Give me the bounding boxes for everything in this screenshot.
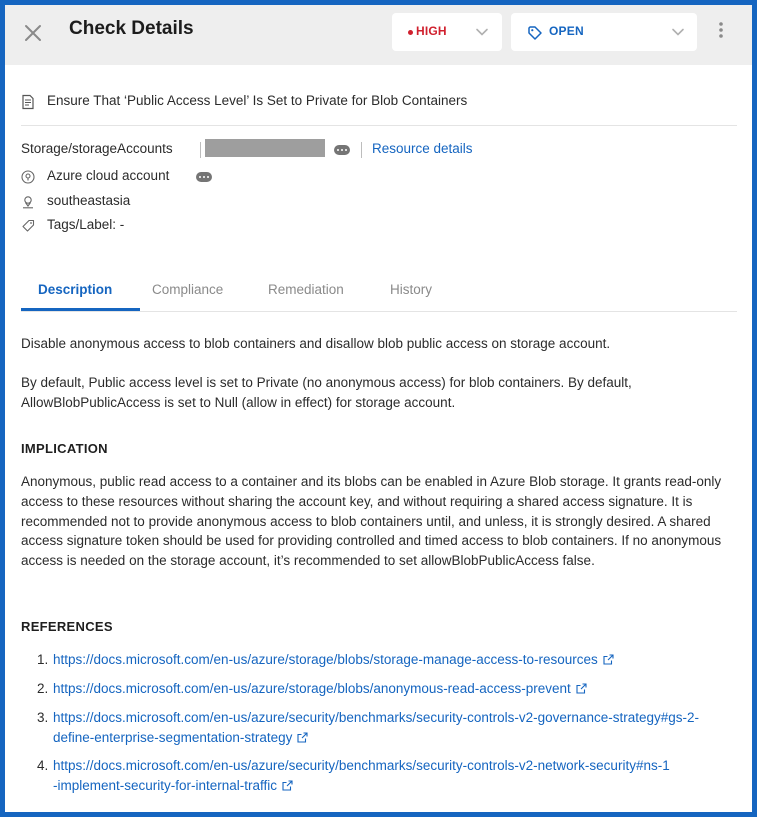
reference-link[interactable]: https://docs.microsoft.com/en-us/azure/storage/blobs/storage-manage-access-to-resources bbox=[53, 650, 737, 670]
external-link-icon bbox=[297, 732, 308, 743]
tab-description[interactable]: Description bbox=[38, 282, 113, 297]
severity-value: HIGH bbox=[416, 24, 447, 38]
reference-item bbox=[21, 679, 737, 699]
reference-number: 2. bbox=[37, 681, 49, 696]
external-link-icon bbox=[576, 683, 587, 694]
check-title: Ensure That ‘Public Access Level’ Is Set to Private for Blob Containers bbox=[47, 93, 468, 108]
tags-label: Tags/Label: - bbox=[47, 217, 125, 232]
status-select[interactable] bbox=[511, 13, 697, 51]
page-title: Check Details bbox=[69, 18, 194, 39]
region-icon bbox=[21, 195, 35, 209]
document-icon bbox=[21, 94, 35, 110]
implication-paragraph: Anonymous, public read access to a container and its blobs can be enabled in Azure Blob storage. It grants read-only access to these resources without sharing the account key, and without requiring a shared access signature. It is recommended not to provide anonymous access to blob containers until, and unless, it is strongly desired. A shared access signature token should be used for providing controlled and timed access to blob containers. If no anonymous access is needed on the storage account, it’s recommended to set allowBlobPublicAccess false. bbox=[21, 474, 722, 569]
references-heading: REFERENCES bbox=[21, 619, 113, 634]
chevron-down-icon bbox=[671, 25, 685, 39]
separator bbox=[361, 142, 362, 158]
location-pin-icon bbox=[21, 170, 35, 184]
severity-dot-icon bbox=[408, 30, 413, 35]
description-paragraph: By default, Public access level is set to Private (no anonymous access) for blob containers. By default, AllowBlobPublicAccess is set to Null (allow in effect) for storage account. bbox=[21, 375, 632, 410]
more-dots-icon[interactable] bbox=[196, 172, 212, 182]
external-link-icon bbox=[282, 780, 293, 791]
description-paragraph: Disable anonymous access to blob containers and disallow blob public access on storage account. bbox=[21, 336, 611, 351]
region: southeastasia bbox=[47, 193, 131, 208]
more-options-button[interactable] bbox=[713, 19, 729, 43]
resource-type: Storage/storageAccounts bbox=[21, 141, 173, 156]
cloud-account: Azure cloud account bbox=[47, 168, 170, 183]
reference-link[interactable]: https://docs.microsoft.com/en-us/azure/security/benchmarks/security-controls-v2-network-security#ns-1-implement-security-for-internal-traffic bbox=[53, 758, 670, 793]
separator bbox=[200, 142, 201, 158]
status-value: OPEN bbox=[549, 24, 584, 38]
tab-history[interactable]: History bbox=[390, 282, 433, 297]
reference-item bbox=[21, 756, 737, 795]
implication-heading: IMPLICATION bbox=[21, 441, 108, 456]
reference-item bbox=[21, 650, 737, 670]
active-tab-indicator bbox=[21, 308, 140, 311]
reference-number: 4. bbox=[37, 758, 49, 773]
tab-bar bbox=[21, 275, 737, 312]
reference-link[interactable]: https://docs.microsoft.com/en-us/azure/security/benchmarks/security-controls-v2-governance-strategy#gs-2-define-enterprise-segmentation-strategy bbox=[53, 710, 699, 745]
panel-header bbox=[5, 5, 752, 65]
severity-select[interactable] bbox=[392, 13, 502, 51]
tab-compliance[interactable]: Compliance bbox=[152, 282, 224, 297]
close-button[interactable] bbox=[21, 21, 45, 45]
reference-number: 1. bbox=[37, 652, 49, 667]
chevron-down-icon bbox=[475, 25, 489, 39]
divider bbox=[21, 125, 737, 126]
tab-remediation[interactable]: Remediation bbox=[268, 282, 344, 297]
more-vertical-icon bbox=[713, 19, 729, 43]
tag-icon bbox=[527, 25, 543, 41]
check-details-panel bbox=[5, 5, 752, 812]
close-icon bbox=[21, 21, 45, 45]
reference-item bbox=[21, 708, 737, 747]
reference-number: 3. bbox=[37, 710, 49, 725]
resource-details-link[interactable]: Resource details bbox=[372, 141, 473, 156]
more-dots-icon[interactable] bbox=[334, 145, 350, 155]
tag-icon bbox=[21, 219, 35, 233]
external-link-icon bbox=[603, 654, 614, 665]
reference-link[interactable]: https://docs.microsoft.com/en-us/azure/storage/blobs/anonymous-read-access-prevent bbox=[53, 679, 737, 699]
redacted-resource-name bbox=[205, 139, 325, 157]
